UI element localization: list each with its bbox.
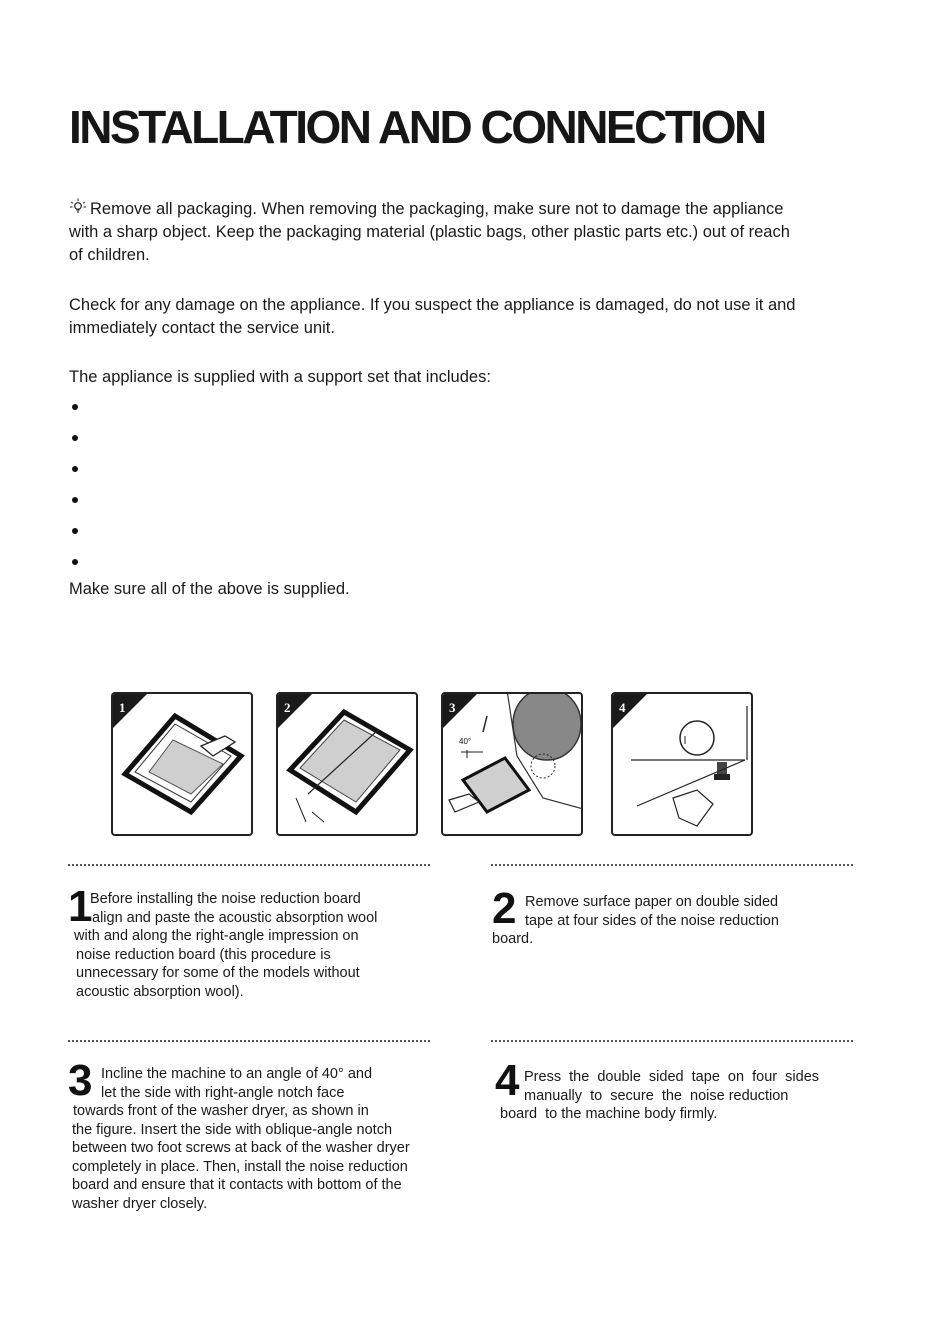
- packaging-line-2: with a sharp object. Keep the packaging material (plastic bags, other plastic parts etc.) out of reach: [69, 223, 790, 241]
- packaging-paragraph: [69, 198, 869, 267]
- damage-line-2: immediately contact the service unit.: [69, 319, 335, 337]
- damage-paragraph: [69, 294, 869, 340]
- figure-1-number: 1: [119, 700, 126, 715]
- bullet-icon: [72, 435, 78, 441]
- separator: [68, 864, 430, 866]
- figure-1-panel: [111, 692, 253, 836]
- packaging-line-3: of children.: [69, 246, 150, 264]
- packaging-line-1: Remove all packaging. When removing the packaging, make sure not to damage the appliance: [69, 198, 869, 221]
- figure-4-panel: [611, 692, 753, 836]
- angle-label: 40°: [459, 737, 472, 746]
- step-4-text: Press the double sided tape on four sides manually to secure the noise reduction board to the machine body firmly.: [500, 1069, 820, 1122]
- figure-2-panel: [276, 692, 418, 836]
- figure-2-number: 2: [284, 700, 291, 715]
- step-1-text: Before installing the noise reduction board align and paste the acoustic absorption wool with and along the right-angle impression on noise reduction board (this procedure is unnecessary for some of the models without acoustic absorption wool).: [74, 891, 378, 1000]
- damage-line-1: Check for any damage on the appliance. If you suspect the appliance is damaged, do not use it and: [69, 296, 796, 314]
- step-3-number: 3: [68, 1056, 93, 1105]
- support-set-intro: The appliance is supplied with a support set that includes:: [69, 368, 491, 386]
- lightbulb-icon: [69, 198, 87, 216]
- figure-3-number: 3: [449, 700, 456, 715]
- step-3-text: Incline the machine to an angle of 40° and let the side with right-angle notch face towards front of the washer dryer, as shown in the figure. Insert the side with oblique-angle notch between two foot screws at back of the washer dryer completely in place. Then, install the noise reduction board and ensure that it contacts with bottom of the washer dryer closely.: [72, 1066, 410, 1212]
- bullet-icon: [72, 466, 78, 472]
- separator: [491, 1040, 853, 1042]
- separator: [68, 1040, 430, 1042]
- figure-1-illustration: [113, 694, 253, 836]
- bullet-icon: [72, 559, 78, 565]
- figure-2-illustration: [278, 694, 418, 836]
- step-2-text: Remove surface paper on double sided tape at four sides of the noise reduction board.: [492, 894, 779, 947]
- bullet-icon: [72, 528, 78, 534]
- step-1-number: 1: [68, 882, 93, 931]
- step-2-number: 2: [492, 884, 517, 933]
- figure-4-number: 4: [619, 700, 626, 715]
- page-title: INSTALLATION AND CONNECTION: [69, 101, 765, 153]
- supplied-note: Make sure all of the above is supplied.: [69, 580, 350, 598]
- bullet-icon: [72, 497, 78, 503]
- bullet-icon: [72, 404, 78, 410]
- figure-4-illustration: [613, 694, 753, 836]
- separator: [491, 864, 853, 866]
- figure-3-panel: [441, 692, 583, 836]
- figure-3-illustration: [443, 694, 583, 836]
- step-4-number: 4: [495, 1056, 520, 1105]
